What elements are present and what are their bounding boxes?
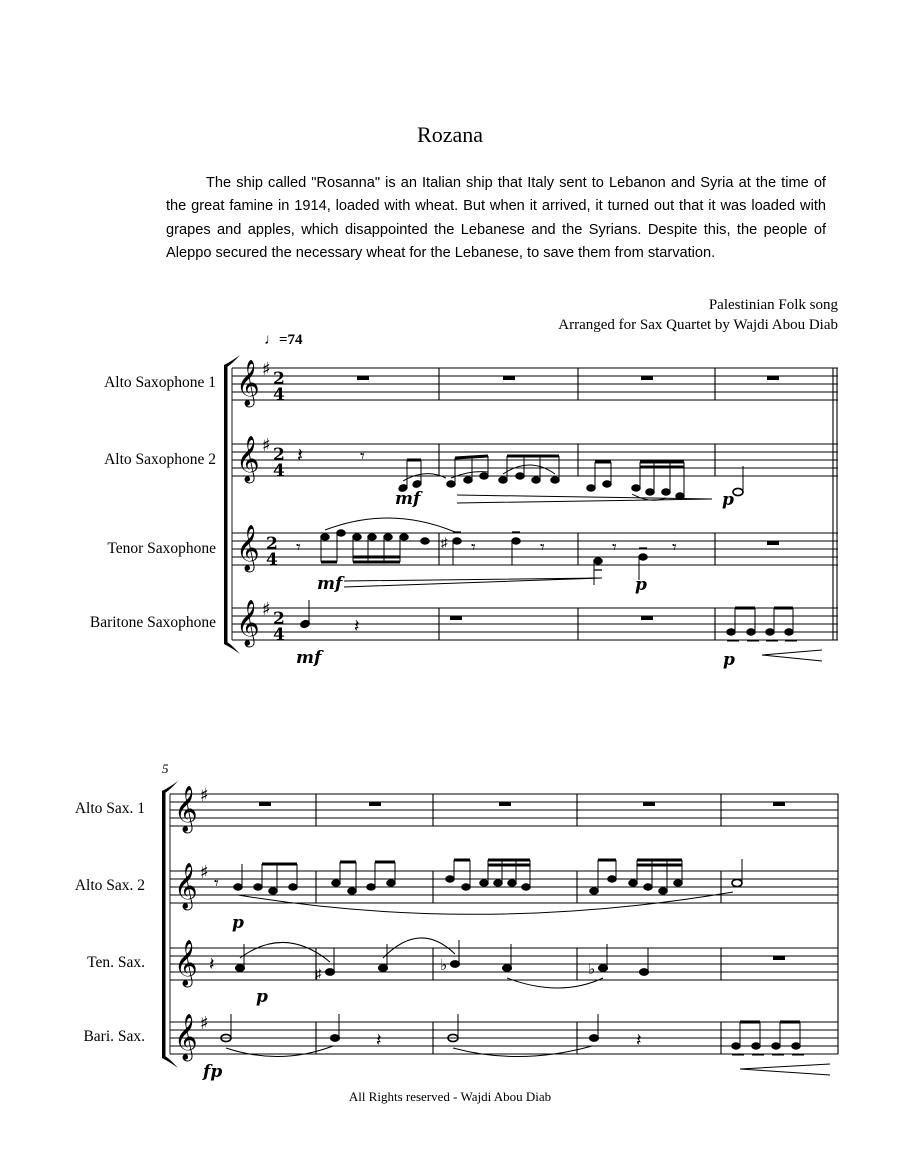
description-text: The ship called "Rosanna" is an Italian ship that Italy sent to Lebanon and Syria at the time of the great famine in 1914, loaded with wheat. But when it arrived, it turned out that it was loaded with grapes and apples, which disappointed the Lebanese and the Syrians. Despite this, the people of Aleppo secured the necessary wheat for the Lebanese, to save them from starvation. bbox=[166, 175, 826, 262]
svg-text:𝄾: 𝄾 bbox=[540, 537, 545, 557]
key-sharp: ♯ bbox=[262, 435, 271, 456]
arranger-credit: Arranged for Sax Quartet by Wajdi Abou Diab bbox=[558, 317, 838, 333]
svg-text:𝄾: 𝄾 bbox=[360, 446, 365, 466]
svg-text:𝄽: 𝄽 bbox=[636, 1030, 642, 1050]
origin-credit: Palestinian Folk song bbox=[708, 297, 838, 313]
treble-clef: 𝄞 bbox=[174, 863, 198, 909]
treble-clef: 𝄞 bbox=[174, 940, 198, 986]
instrument-label-tenor: Tenor Saxophone bbox=[107, 540, 216, 557]
instrument-label-short-alto-2: Alto Sax. 2 bbox=[74, 877, 145, 894]
baritone-notes-sys2 bbox=[221, 1014, 830, 1075]
dynamic-marking: mf bbox=[296, 648, 322, 668]
barlines-system-2 bbox=[316, 794, 838, 1054]
dynamic-marking: p bbox=[256, 987, 268, 1007]
dynamic-marking: p bbox=[635, 575, 647, 595]
instrument-label-baritone: Baritone Saxophone bbox=[89, 614, 216, 631]
tenor-notes-sys2 bbox=[209, 938, 649, 988]
key-sharp: ♯ bbox=[200, 1013, 209, 1034]
svg-text:4: 4 bbox=[273, 461, 285, 481]
tenor-notes-sys1 bbox=[296, 518, 677, 587]
treble-clef: 𝄞 bbox=[236, 600, 260, 646]
staff-alto-1 bbox=[232, 368, 838, 400]
dynamic-marking: p bbox=[723, 650, 735, 670]
svg-text:2: 2 bbox=[273, 445, 285, 465]
treble-clef: 𝄞 bbox=[236, 525, 260, 571]
svg-text:4: 4 bbox=[266, 550, 278, 570]
alto-2-notes-sys1 bbox=[297, 445, 743, 503]
instrument-label-short-baritone: Bari. Sax. bbox=[83, 1028, 145, 1045]
svg-text:𝄾: 𝄾 bbox=[214, 873, 219, 893]
svg-text:𝄽: 𝄽 bbox=[376, 1030, 382, 1050]
svg-text:4: 4 bbox=[273, 625, 285, 645]
svg-text:2: 2 bbox=[273, 609, 285, 629]
score-title: Rozana bbox=[417, 122, 483, 147]
svg-text:𝄽: 𝄽 bbox=[297, 445, 304, 467]
instrument-label-short-tenor: Ten. Sax. bbox=[87, 954, 145, 971]
copyright-footer: All Rights reserved - Wajdi Abou Diab bbox=[348, 1089, 552, 1104]
instrument-label-alto-2: Alto Saxophone 2 bbox=[104, 451, 216, 468]
key-sharp: ♯ bbox=[200, 862, 209, 883]
key-sharp: ♯ bbox=[200, 785, 209, 806]
instrument-label-alto-1: Alto Saxophone 1 bbox=[104, 374, 216, 391]
treble-clef: 𝄞 bbox=[174, 1014, 198, 1060]
svg-text:𝄾: 𝄾 bbox=[672, 537, 677, 557]
barlines-system-1 bbox=[439, 368, 837, 640]
tempo-marking: ♩=74 bbox=[264, 332, 303, 348]
svg-text:𝄾: 𝄾 bbox=[296, 537, 301, 557]
key-sharp: ♯ bbox=[262, 359, 271, 380]
svg-text:♯: ♯ bbox=[441, 535, 448, 550]
dynamic-marking: p bbox=[722, 490, 734, 510]
svg-text:𝄾: 𝄾 bbox=[612, 537, 617, 557]
treble-clef: 𝄞 bbox=[174, 786, 198, 832]
svg-text:♯: ♯ bbox=[315, 966, 322, 981]
svg-text:𝄾: 𝄾 bbox=[471, 537, 476, 557]
svg-text:2: 2 bbox=[266, 534, 278, 554]
dynamic-marking: mf bbox=[317, 574, 343, 594]
instrument-label-short-alto-1: Alto Sax. 1 bbox=[74, 800, 145, 817]
whole-rests bbox=[259, 376, 785, 960]
staff-tenor-sys2 bbox=[170, 948, 838, 980]
dynamic-marking: mf bbox=[395, 489, 421, 509]
baritone-notes-sys1 bbox=[300, 600, 822, 661]
treble-clef: 𝄞 bbox=[236, 360, 260, 406]
svg-text:♭: ♭ bbox=[440, 958, 448, 974]
key-sharp: ♯ bbox=[262, 599, 271, 620]
dynamic-marking: fp bbox=[203, 1062, 223, 1082]
svg-text:𝄽: 𝄽 bbox=[209, 954, 215, 974]
svg-text:2: 2 bbox=[273, 369, 285, 389]
measure-number: 5 bbox=[162, 761, 169, 776]
staff-baritone bbox=[232, 608, 838, 640]
svg-text:4: 4 bbox=[273, 385, 285, 405]
staff-alto-2 bbox=[232, 444, 838, 476]
staff-alto-1-sys2 bbox=[170, 794, 838, 826]
svg-text:𝄽: 𝄽 bbox=[354, 616, 360, 636]
dynamic-marking: p bbox=[232, 913, 244, 933]
treble-clef: 𝄞 bbox=[236, 436, 260, 482]
svg-text:♭: ♭ bbox=[588, 962, 596, 978]
